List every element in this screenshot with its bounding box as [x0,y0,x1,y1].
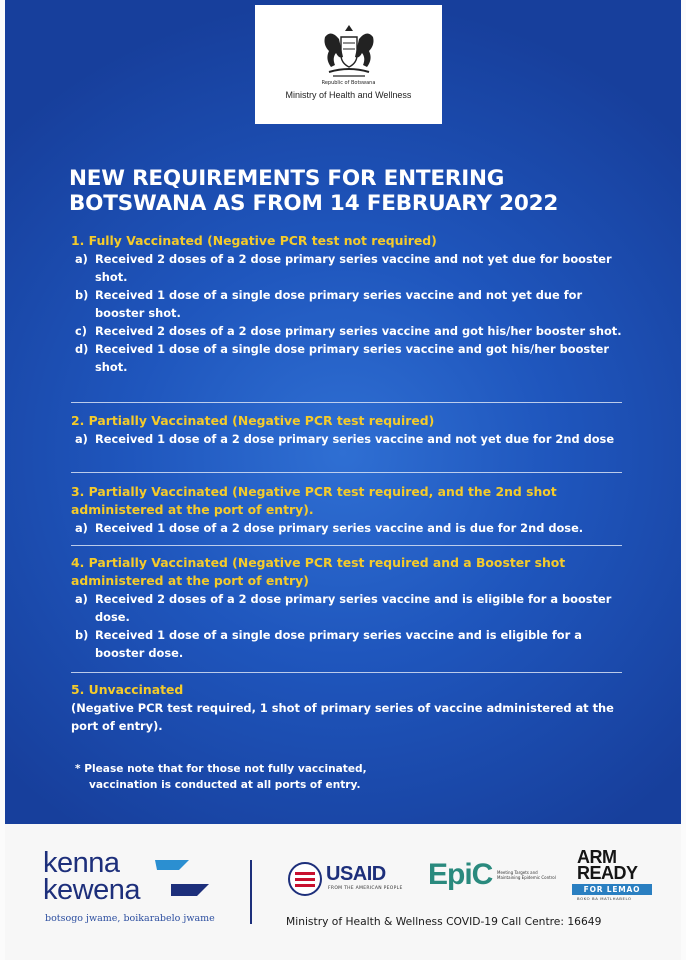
list-item [71,430,631,448]
item-marker: a) [75,432,88,446]
brand-line-2: kewena [43,874,140,906]
item-text: Received 2 doses of a 2 dose primary series vaccine and got his/her booster shot. [95,324,622,338]
item-text: Received 1 dose of a 2 dose primary series vaccine and not yet due for 2nd dose [95,432,615,446]
section-partially-vaccinated-4 [71,554,631,662]
item-marker: b) [75,288,89,302]
arm-line-2: READY [577,863,638,883]
item-text: Received 1 dose of a single dose primary series vaccine and is eligible for a booster dose. [95,628,582,660]
item-marker: b) [75,628,89,642]
list-item [71,340,631,376]
list-item [71,590,631,626]
section-body: (Negative PCR test required, 1 shot of primary series of vaccine administered at the port of entry). [71,701,614,733]
usaid-logo-text: USAID [326,863,386,885]
section-title: 1. Fully Vaccinated (Negative PCR test not required) [71,233,437,248]
arm-ready-logo [577,849,638,881]
seal-stripe [295,884,315,887]
footnote-line-2: vaccination is conducted at all ports of entry. [89,779,361,791]
poster [5,0,681,960]
item-marker: a) [75,521,88,535]
item-text: Received 1 dose of a 2 dose primary series vaccine and is due for 2nd dose. [95,521,584,535]
poster-panel [5,0,681,824]
footer [5,824,681,960]
section-partially-vaccinated-3 [71,483,631,537]
arm-ready-bar: FOR LEMAO [572,884,652,895]
ministry-logo-box [255,5,442,124]
footer-divider [250,860,252,924]
item-text: Received 2 doses of a 2 dose primary series vaccine and not yet due for booster shot. [95,252,612,284]
list-item [71,286,631,322]
arm-line-1: ARM [577,847,617,867]
item-marker: a) [75,592,88,606]
section-fully-vaccinated [71,232,631,376]
usaid-subtext: FROM THE AMERICAN PEOPLE [328,886,403,891]
item-marker: c) [75,324,87,338]
coat-of-arms-icon [319,23,379,79]
arm-ready-subtext: BOKO BA MATLHABELO [577,896,632,901]
list-item [71,250,631,286]
item-text: Received 1 dose of a single dose primary series vaccine and got his/her booster shot. [95,342,609,374]
item-marker: a) [75,252,88,266]
section-title: 5. Unvaccinated [71,682,184,697]
list-item [71,626,631,662]
brand-line-1: kenna [43,847,120,879]
section-partially-vaccinated-2 [71,412,631,448]
list-item [71,519,631,537]
section-title: 2. Partially Vaccinated (Negative PCR test required) [71,413,435,428]
section-title: 3. Partially Vaccinated (Negative PCR test required, and the 2nd shot administered at the port of entry). [71,484,557,517]
seal-stripe [295,878,315,881]
divider [71,545,622,546]
brand-tagline: botsogo jwame, boikarabelo jwame [45,913,215,924]
usaid-seal-icon [288,862,322,896]
epic-logo-text: EpiC [428,858,493,891]
divider [71,402,622,403]
swoosh-icon [151,854,221,902]
title-line-2: BOTSWANA AS FROM 14 FEBRUARY 2022 [69,191,559,216]
section-unvaccinated [71,681,631,735]
list-item [71,322,631,340]
ministry-label: Ministry of Health and Wellness [285,90,412,100]
item-marker: d) [75,342,89,356]
footnote [75,761,475,793]
divider [71,672,622,673]
title-line-1: NEW REQUIREMENTS FOR ENTERING [69,166,505,191]
page-title [69,166,629,216]
kenna-kewena-logo [43,847,140,906]
epic-subtext: Meeting Targets and Maintaining Epidemic Control [497,870,556,880]
call-centre-text: Ministry of Health & Wellness COVID-19 Call Centre: 16649 [286,915,602,928]
section-title: 4. Partially Vaccinated (Negative PCR test required and a Booster shot administered at the port of entry) [71,555,566,588]
item-text: Received 2 doses of a 2 dose primary series vaccine and is eligible for a booster dose. [95,592,612,624]
footnote-line-1: * Please note that for those not fully vaccinated, [75,763,367,775]
divider [71,472,622,473]
item-text: Received 1 dose of a single dose primary series vaccine and not yet due for booster shot. [95,288,583,320]
seal-stripe [295,872,315,875]
republic-label: Republic of Botswana [321,80,376,86]
